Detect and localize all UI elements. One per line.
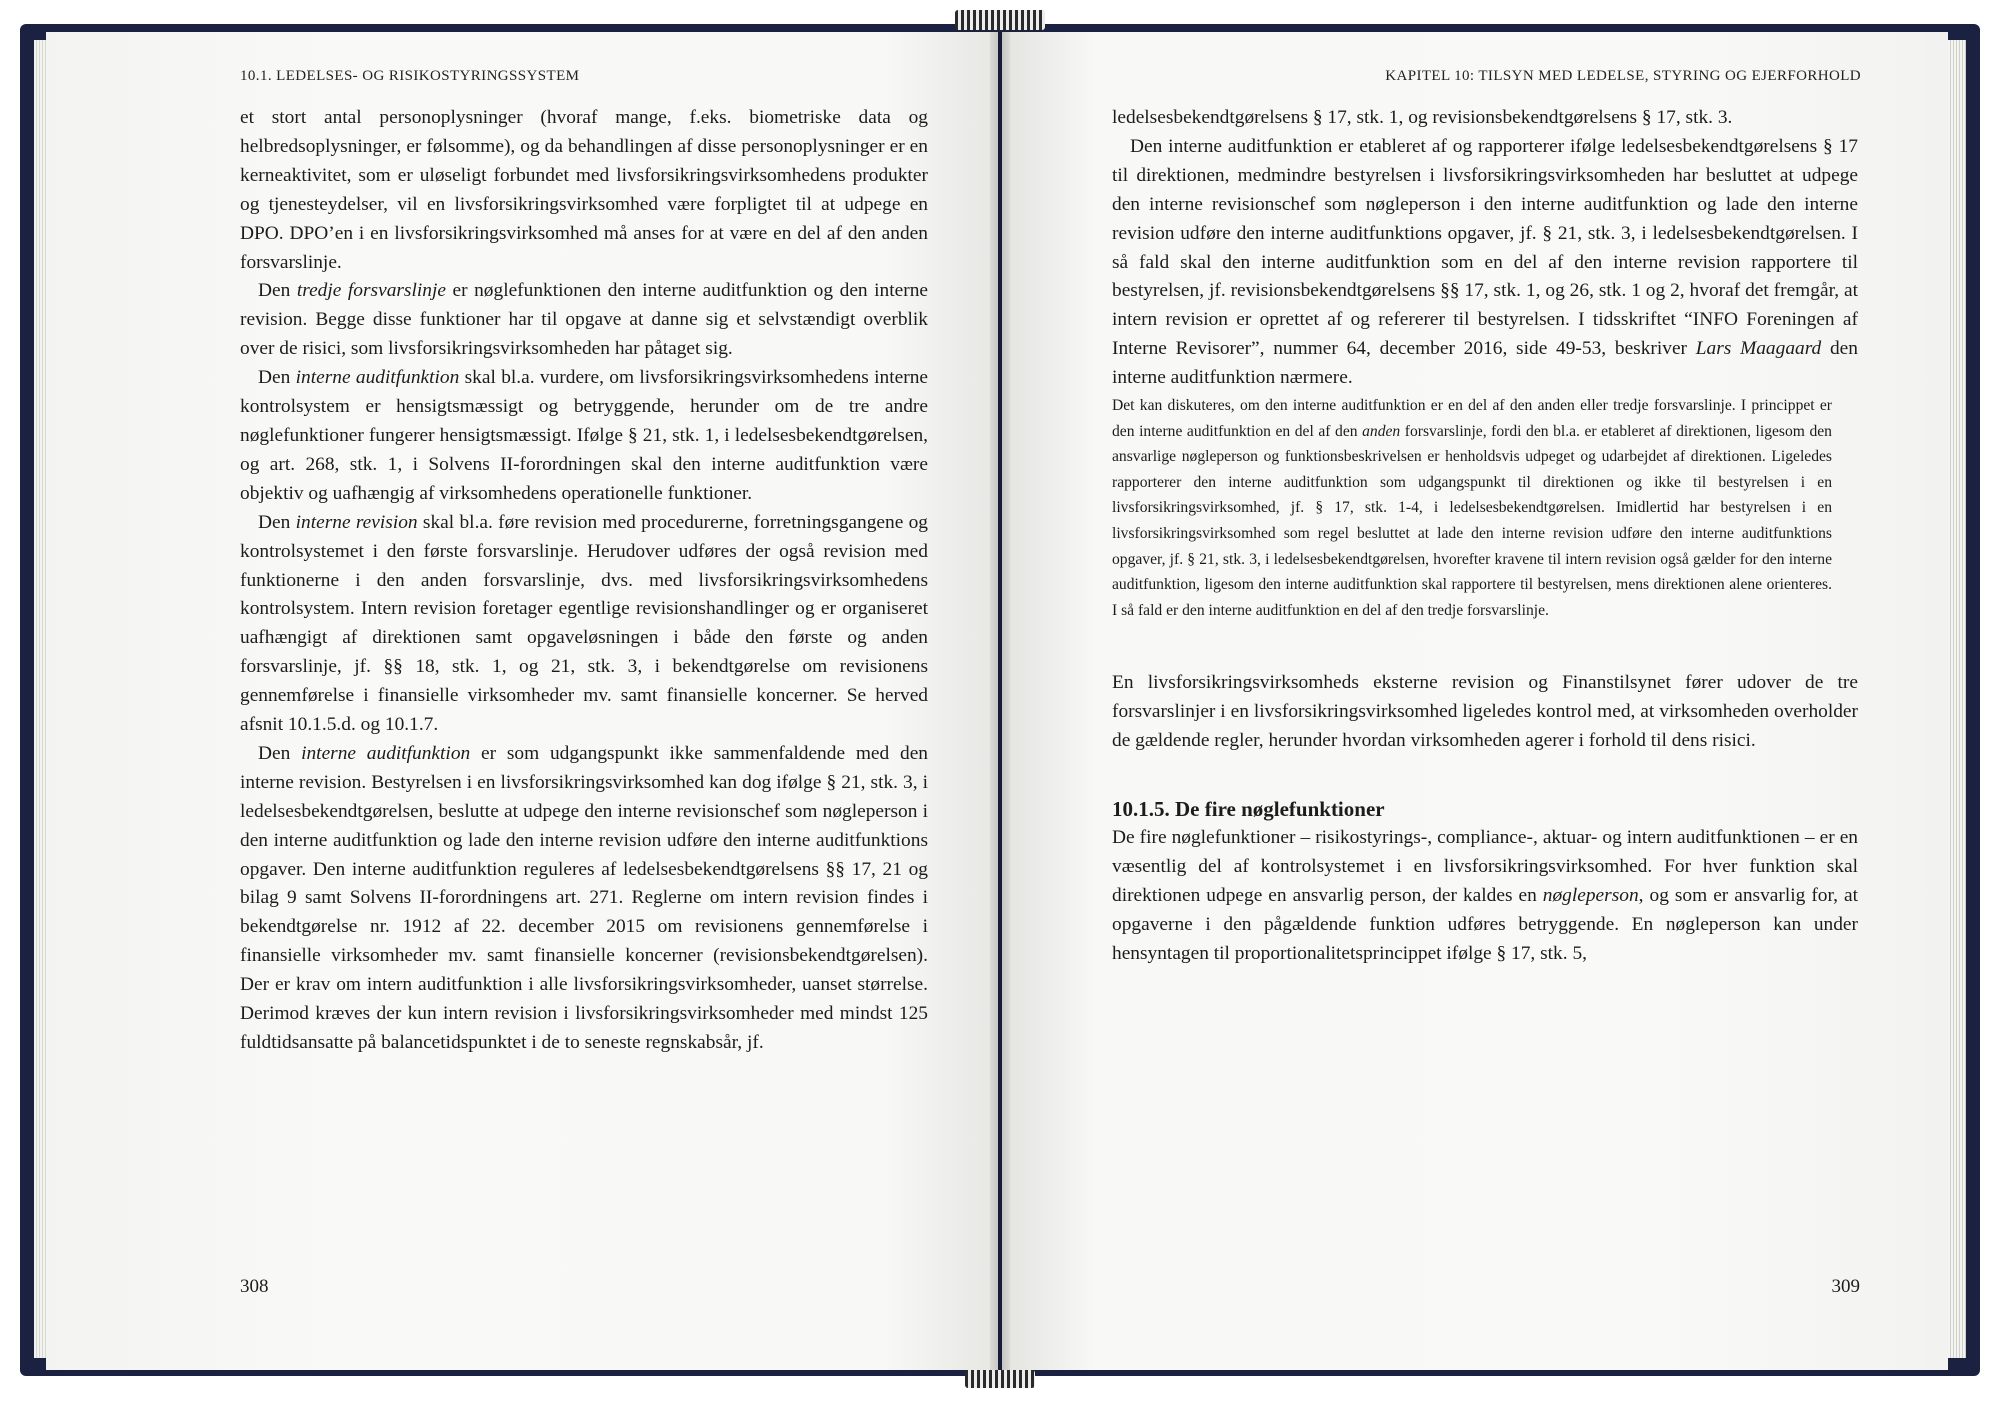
text-run: skal bl.a. vurdere, om livsforsikringsvirksomhedens interne kontrolsystem er hensigtsmæssigt og betryggende, herunder om de tre andre nøglefunktioner fungerer hensigtsmæssigt. Ifølge § 21, stk. 1, i ledelsesbekendtgørelsen, og art. 268, stk. 1, i Solvens II-forordningen skal den interne auditfunktion være objektiv og uafhængig af virksomhedens operationelle funktioner. — [240, 367, 929, 504]
paragraph — [240, 364, 928, 509]
text-run: forsvarslinje, fordi den bl.a. er etableret af direktionen, ligesom den ansvarlige nøgleperson og funktionsbeskrivelsen er henholdsvis udpeget og udarbejdet af direktionen. Ligeledes rapporterer den interne auditfunktion som udgangspunkt til direktionen og ikke til bestyrelsen i en livsforsikringsvirksomhed, jf. § 17, stk. 1-4, i ledelsesbekendtgørelsen. Imidlertid har bestyrelsen i en livsforsikringsvirksomhed som regel besluttet at lade den interne revision udføre den interne auditfunktions opgaver, jf. § 21, stk. 3, i ledelsesbekendtgørelsen, hvorefter kravene til intern revision også gælder for den interne auditfunktion, ligesom den interne auditfunktion skal rapportere til bestyrelsen, mens direktionen alene orienteres. I så fald er den interne auditfunktion en del af den tredje forsvarslinje. — [1112, 422, 1832, 619]
right-paragraphs-top — [1112, 104, 1858, 393]
paragraph-controls — [1112, 669, 1858, 756]
text-run: er som udgangspunkt ikke sammenfaldende med den interne revision. Bestyrelsen i en livsforsikringsvirksomhed kan dog ifølge § 21, stk. 3, i ledelsesbekendtgørelsen, beslutte at udpege den interne revisionschef som nøgleperson i den interne auditfunktion og lade den interne revision udføre den interne auditfunktions opgaver. Den interne auditfunktion reguleres af ledelsesbekendtgørelsens §§ 17, 21 og bilag 9 samt Solvens II-forordningens art. 271. Reglerne om intern revision findes i bekendtgørelse nr. 1912 af 22. december 2015 om revisionens gennemførelse i finansielle virksomheder mv. samt finansielle koncerner (revisionsbekendtgørelsen). Der er krav om intern auditfunktion i alle livsforsikringsvirksomheder, uanset størrelse. Derimod kræves der kun intern revision i livsforsikringsvirksomheder med mindst 125 fuldtidsansatte på balancetidspunktet i de to seneste regnskabsår, jf. — [240, 742, 928, 1053]
running-head-right: KAPITEL 10: TILSYN MED LEDELSE, STYRING OG EJERFORHOLD — [1385, 68, 1861, 84]
italic-run: tredje forsvarslinje — [296, 280, 446, 302]
text-run: Den — [258, 367, 296, 389]
text-run: et stort antal personoplysninger (hvoraf mange, f.eks. biometriske data og helbredsoplysninger, er følsomme), og da behandlingen af disse personoplysninger er en kerneaktivitet, som er uløseligt forbundet med livsforsikringsvirksomhedens produkter og tjenesteydelser, vil en livsforsikringsvirksomhed være forpligtet til at udpege en DPO. DPO’en i en livsforsikringsvirksomhed må anses for at være en del af den anden forsvarslinje. — [240, 107, 928, 273]
paragraph — [1112, 104, 1858, 133]
italic-run: Lars Maagaard — [1695, 338, 1822, 360]
right-page — [1002, 32, 1948, 1370]
page-number-right: 309 — [1831, 1276, 1860, 1297]
left-page — [46, 32, 998, 1370]
text-run: er nøglefunktionen den interne auditfunktion og den interne revision. Begge disse funktioner har til opgave at danne sig et selvstændigt overblik over de risici, som livsforsikringsvirksomheden har påtaget sig. — [240, 280, 928, 360]
text-run: Den — [258, 742, 302, 764]
page-number-left: 308 — [240, 1276, 269, 1297]
text-run: Den interne auditfunktion er etableret af og rapporterer ifølge ledelsesbekendtgørelsens § 17 til direktionen, medmindre bestyrelsen i livsforsikringsvirksomheden har besluttet at udpege den interne revisionschef som nøgleperson i den interne auditfunktion og lade den interne revision udføre den interne auditfunktions opgaver, jf. § 21, stk. 3, i ledelsesbekendtgørelsen. I så fald skal den interne auditfunktion som en del af den interne revision rapportere til bestyrelsen, jf. revisionsbekendtgørelsens §§ 17, stk. 1, og 26, stk. 1 og 2, hvoraf det fremgår, at intern revision er oprettet af og refererer til bestyrelsen. I tidsskriftet “INFO Foreningen af Interne Revisorer”, nummer 64, december 2016, side 49-53, beskriver — [1112, 135, 1858, 360]
italic-run: interne auditfunktion — [295, 367, 460, 389]
text-run: skal bl.a. føre revision med procedurerne, forretningsgangene og kontrolsystemet i den første forsvarslinje. Herudover udføres der også revision med funktionerne i den anden forsvarslinje, dvs. med livsforsikringsvirksomhedens kontrolsystem. Intern revision foretager egentlige revisionshandlinger og er organiseret uafhængigt af direktionen samt opgaveløsningen i både den første og anden forsvarslinje, jf. §§ 18, stk. 1, og 21, stk. 3, i bekendtgørelse om revisionens gennemførelse i finansielle virksomheder mv. samt finansielle koncerner. Se herved afsnit 10.1.5.d. og 10.1.7. — [240, 511, 929, 736]
text-run: De fire nøglefunktioner – risikostyrings-, compliance-, aktuar- og intern auditfunktionen – er en væsentlig del af kontrolsystemet i en livsforsikringsvirksomhed. For hver funktion skal direktionen udpege en ansvarlig person, der kaldes en — [1112, 827, 1858, 906]
italic-run: interne revision — [295, 511, 418, 533]
paragraph — [240, 509, 928, 740]
section-heading: 10.1.5. De fire nøglefunktioner — [1112, 797, 1385, 822]
paragraph — [1112, 133, 1858, 393]
text-run: En livsforsikringsvirksomheds eksterne revision og Finanstilsynet fører udover de tre forsvarslinjer i en livsforsikringsvirksomhed ligeledes kontrol med, at virksomheden overholder de gældende regler, herunder hvordan virksomheden agerer i forhold til dens risici. — [1112, 672, 1858, 752]
left-paragraphs — [240, 104, 928, 1058]
paragraph — [240, 740, 928, 1058]
text-run: den interne auditfunktion nærmere. — [1112, 338, 1858, 389]
paragraph-key-functions — [1112, 824, 1858, 969]
running-head-left: 10.1. LEDELSES- OG RISIKOSTYRINGSSYSTEM — [240, 68, 580, 84]
italic-run: interne auditfunktion — [301, 742, 471, 764]
italic-run: nøgleperson — [1542, 884, 1639, 906]
text-run: Den — [258, 280, 297, 302]
text-run: Den — [258, 511, 296, 533]
italic-run: anden — [1362, 422, 1401, 440]
paragraph — [240, 277, 928, 364]
text-run: , og som er ansvarlig for, at opgaverne i den pågældende funktion udføres betryggende. En nøgleperson kan under hensyntagen til proportionalitetsprincippet ifølge § 17, stk. 5, — [1112, 884, 1858, 964]
book-gutter — [990, 32, 1010, 1370]
paragraph — [240, 104, 928, 277]
headband-top — [955, 10, 1045, 30]
text-run: ledelsesbekendtgørelsens § 17, stk. 1, og revisionsbekendtgørelsens § 17, stk. 3. — [1112, 107, 1733, 128]
footnote-text — [1112, 393, 1832, 623]
text-run: Det kan diskuteres, om den interne auditfunktion er en del af den anden eller tredje forsvarslinje. I princippet er den interne auditfunktion en del af den — [1112, 397, 1832, 440]
headband-bottom — [965, 1370, 1035, 1388]
note-block — [1112, 393, 1858, 623]
left-body-text — [240, 104, 928, 1058]
right-body-text — [1112, 104, 1858, 969]
